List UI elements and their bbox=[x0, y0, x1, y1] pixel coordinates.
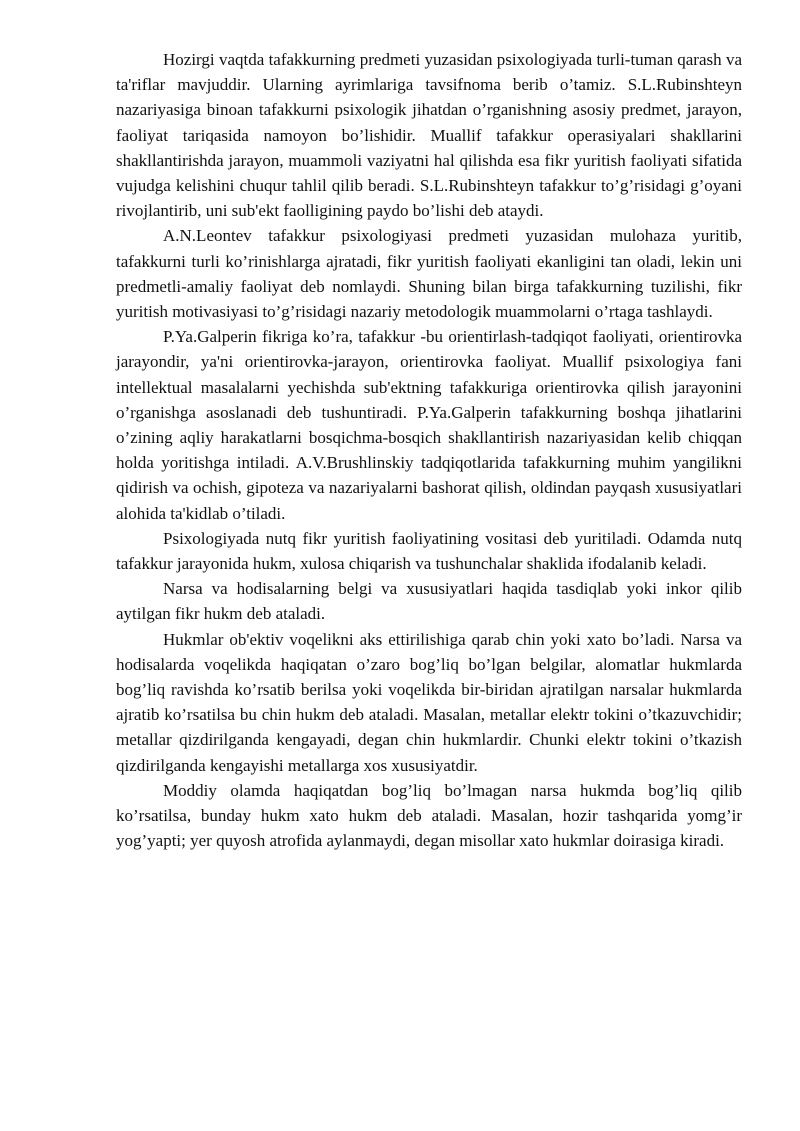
paragraph-leontev: A.N.Leontev tafakkur psixologiyasi predmeti yuzasidan mulohaza yuritib, tafakkurni turli ko’rinishlarga ajratadi, fikr yuritish faoliyati ekanligini tan oladi, lekin uni predmetli-amaliy faoliyat deb nomlaydi. Shuning bilan birga tafakkurning tuzilishi, fikr yuritish motivasiyasi to’g’risidagi nazariy metodologik muammolarni o’rtaga tashlaydi. bbox=[116, 226, 742, 322]
paragraph-false-judgement: Moddiy olamda haqiqatdan bog’liq bo’lmagan narsa hukmda bog’liq qilib ko’rsatilsa, bunday hukm xato hukm deb ataladi. Masalan, hozir tashqarida yomg’ir yog’yapti; yer quyosh atrofida aylanmaydi, degan misollar xato hukmlar doirasiga kiradi. bbox=[116, 780, 742, 851]
paragraph-true-judgement: Hukmlar ob'ektiv voqelikni aks ettirilishiga qarab chin yoki xato bo’ladi. Narsa va hodisalarda voqelikda haqiqatan o’zaro bog’liq bo’lgan belgilar, alomatlar hukmlarda bog’liq ravishda ko’rsatib berilsa yoki voqelikda bir-biridan ajratilgan narsalar hukmlarda ajratib ko’rsatilsa bu chin hukm deb ataladi. Masalan, metallar elektr tokini o’tkazuvchidir; metallar qizdirilganda kengayadi, degan chin hukmlardir. Chunki elektr tokini o’tkazish qizdirilganda kengayishi metallarga xos xususiyatdir. bbox=[116, 629, 742, 775]
paragraph-rubinshteyn: Hozirgi vaqtda tafakkurning predmeti yuzasidan psixologiyada turli-tuman qarash va ta'riflar mavjuddir. Ularning ayrimlariga tavsifnoma berib o’tamiz. S.L.Rubinshteyn nazariyasiga binoan tafakkurni psixologik jihatdan o’rganishning asosiy predmet, jarayon, faoliyat tariqasida namoyon bo’lishidir. Muallif tafakkur operasiyalari shakllarini shakllantirishda jarayon, muammoli vaziyatni hal qilishda esa fikr yuritish faoliyati sifatida vujudga kelishini chuqur tahlil qilib beradi. S.L.Rubinshteyn tafakkur to’g’risidagi g’oyani rivojlantirib, uni sub'ekt faolligining paydo bo’lishi deb ataydi. bbox=[116, 50, 742, 221]
document-page bbox=[116, 47, 742, 854]
paragraph-galperin: P.Ya.Galperin fikriga ko’ra, tafakkur -bu orientirlash-tadqiqot faoliyati, orientirovka jarayondir, ya'ni orientirovka-jarayon, orientirovka faoliyat. Muallif psixologiya fani intellektual masalalarni yechishda sub'ektning tafakkuriga orientirovka qilish jarayonini o’rganishga asoslanadi deb tushuntiradi. P.Ya.Galperin tafakkurning boshqa jihatlarini o’zining aqliy harakatlarni bosqichma-bosqich shakllantirish nazariyasidan kelib chiqqan holda yoritishga intiladi. A.V.Brushlinskiy tadqiqotlarida tafakkurning muhim yangilikni qidirish va ochish, gipoteza va nazariyalarni bashorat qilish, oldindan payqash xususiyatlari alohida ta'kidlab o’tiladi. bbox=[116, 327, 742, 523]
paragraph-judgement-definition: Narsa va hodisalarning belgi va xususiyatlari haqida tasdiqlab yoki inkor qilib aytilgan fikr hukm deb ataladi. bbox=[116, 579, 742, 624]
paragraph-speech: Psixologiyada nutq fikr yuritish faoliyatining vositasi deb yuritiladi. Odamda nutq tafakkur jarayonida hukm, xulosa chiqarish va tushunchalar shaklida ifodalanib keladi. bbox=[116, 528, 742, 574]
